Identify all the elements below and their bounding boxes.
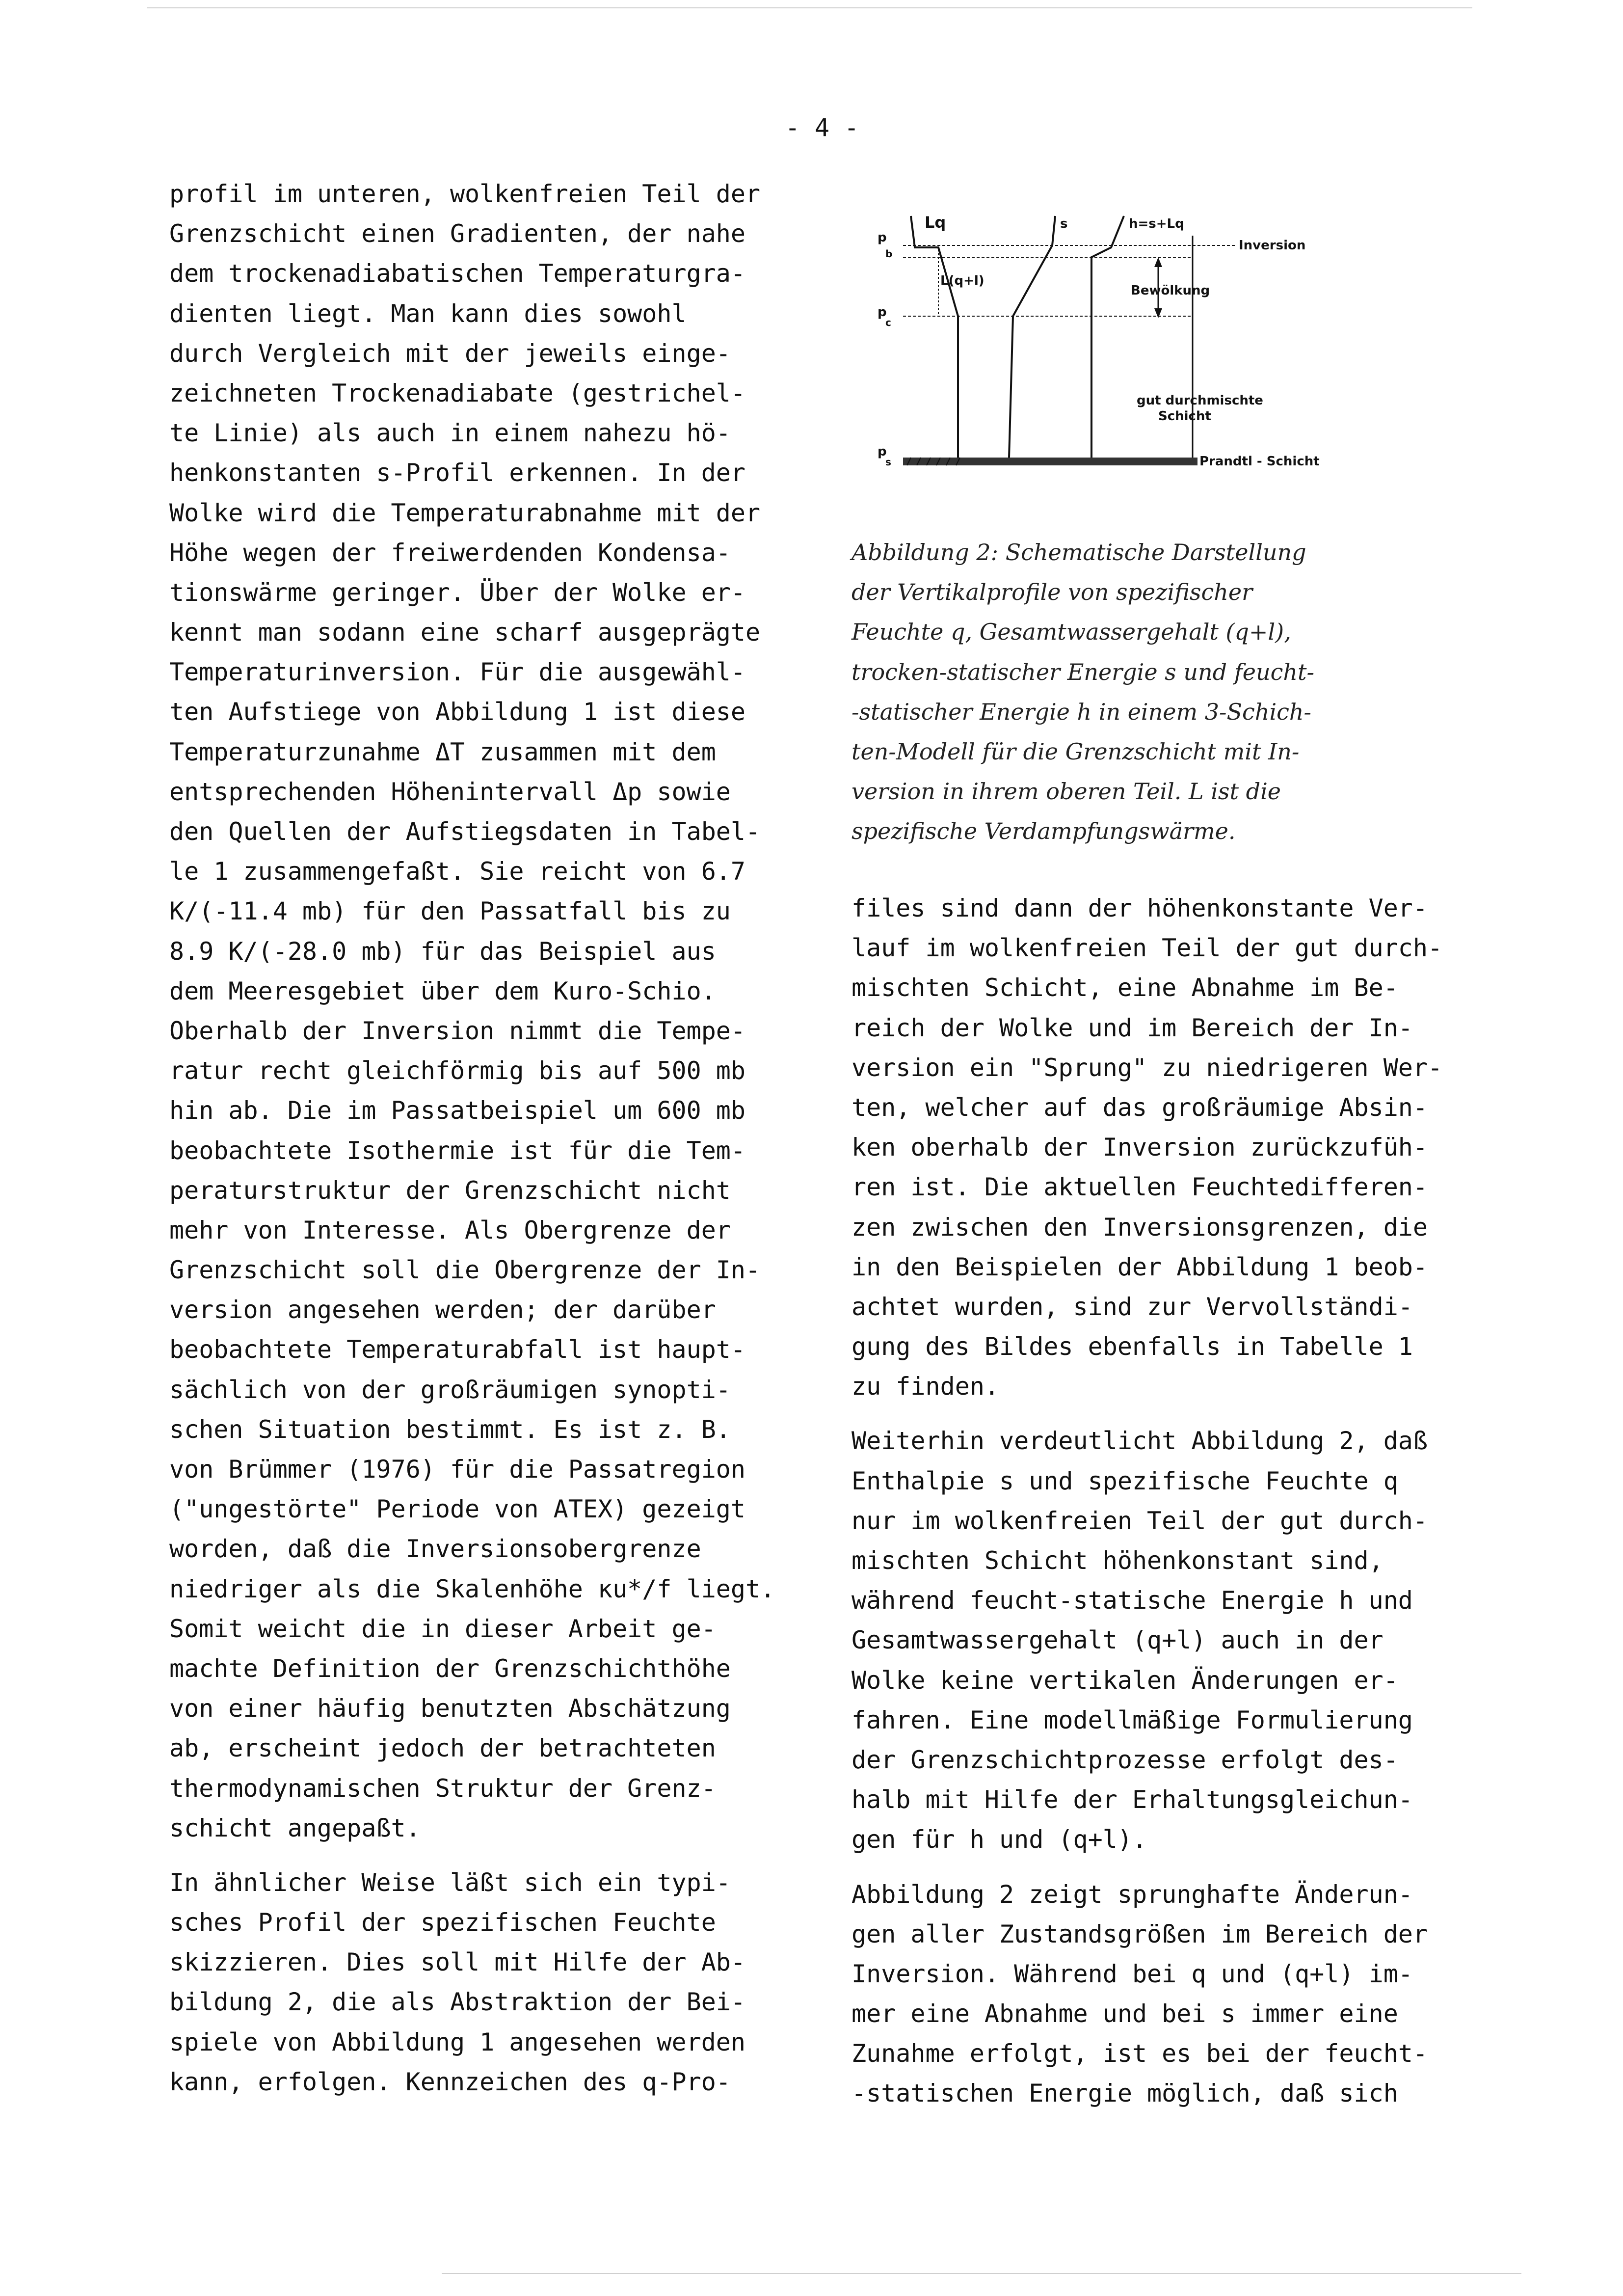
right-paragraph-3-line: -statischen Energie möglich, daß sich bbox=[851, 2079, 1398, 2108]
right-paragraph-1-line: in den Beispielen der Abbildung 1 beob- bbox=[851, 1252, 1428, 1281]
left-paragraph-1-line: beobachtete Temperaturabfall ist haupt- bbox=[169, 1335, 745, 1364]
caption-line: Abbildung 2: Schematische Darstellung bbox=[851, 539, 1306, 566]
label-pb-sub: b bbox=[885, 248, 893, 260]
left-paragraph-1-line: thermodynamischen Struktur der Grenz- bbox=[169, 1774, 716, 1803]
right-paragraph-1-line: version ein "Sprung" zu niedrigeren Wer- bbox=[851, 1053, 1443, 1082]
h-profile-line bbox=[1091, 216, 1124, 458]
right-paragraph-1-line: lauf im wolkenfreien Teil der gut durch- bbox=[851, 934, 1443, 963]
cloud-arrow-head-up bbox=[1154, 257, 1162, 267]
right-column bbox=[851, 889, 1504, 2114]
label-inversion: Inversion bbox=[1239, 238, 1306, 253]
right-paragraph-3-line: Abbildung 2 zeigt sprunghafte Änderun- bbox=[851, 1880, 1413, 1909]
label-h: h=s+Lq bbox=[1129, 216, 1184, 231]
left-paragraph-1-line: durch Vergleich mit der jeweils einge- bbox=[169, 339, 731, 368]
left-paragraph-1-line: machte Definition der Grenzschichthöhe bbox=[169, 1654, 731, 1683]
label-ps-sub: s bbox=[885, 456, 891, 468]
right-paragraph-1-line: mischten Schicht, eine Abnahme im Be- bbox=[851, 973, 1398, 1002]
left-paragraph-1-line: Temperaturinversion. Für die ausgewähl- bbox=[169, 658, 745, 687]
right-paragraph-3-line: Zunahme erfolgt, ist es bei der feucht- bbox=[851, 2039, 1428, 2068]
figure-2-diagram bbox=[864, 206, 1443, 496]
left-paragraph-2-line: kann, erfolgen. Kennzeichen des q-Pro- bbox=[169, 2067, 731, 2096]
left-paragraph-1-line: Wolke wird die Temperaturabnahme mit der bbox=[169, 498, 761, 527]
left-paragraph-1-line: mehr von Interesse. Als Obergrenze der bbox=[169, 1216, 731, 1244]
left-paragraph-1-line: henkonstanten s-Profil erkennen. In der bbox=[169, 459, 745, 487]
left-paragraph-2-line: spiele von Abbildung 1 angesehen werden bbox=[169, 2027, 745, 2056]
caption-line: ten-Modell für die Grenzschicht mit In- bbox=[851, 738, 1300, 765]
caption-line: Feuchte q, Gesamtwassergehalt (q+l), bbox=[851, 619, 1291, 646]
right-paragraph-2-line: der Grenzschichtprozesse erfolgt des- bbox=[851, 1745, 1398, 1774]
s-profile-line bbox=[1009, 216, 1055, 458]
left-paragraph-1-line: sächlich von der großräumigen synopti- bbox=[169, 1375, 731, 1404]
left-paragraph-1-line: tionswärme geringer. Über der Wolke er- bbox=[169, 578, 745, 607]
left-paragraph-1-line: ("ungestörte" Periode von ATEX) gezeigt bbox=[169, 1495, 745, 1524]
left-paragraph-1-line: von einer häufig benutzten Abschätzung bbox=[169, 1694, 731, 1723]
scan-edge-top bbox=[147, 7, 1472, 8]
left-paragraph-1-line: Somit weicht die in dieser Arbeit ge- bbox=[169, 1614, 716, 1643]
caption-line: spezifische Verdampfungswärme. bbox=[851, 818, 1236, 845]
right-paragraph-1-line: reich der Wolke und im Bereich der In- bbox=[851, 1013, 1413, 1042]
label-bewoelkung: Bewölkung bbox=[1131, 283, 1210, 298]
label-lq: Lq bbox=[925, 213, 946, 232]
label-s: s bbox=[1060, 216, 1068, 231]
right-paragraph-1-line: achtet wurden, sind zur Vervollständi- bbox=[851, 1292, 1413, 1321]
caption-line: trocken-statischer Energie s und feucht- bbox=[851, 658, 1314, 685]
label-lql: L(q+l) bbox=[940, 273, 984, 288]
left-paragraph-1-line: Grenzschicht soll die Obergrenze der In- bbox=[169, 1256, 761, 1285]
right-paragraph-3-line: mer eine Abnahme und bei s immer eine bbox=[851, 1999, 1398, 2028]
left-paragraph-1-line: entsprechenden Höhenintervall Δp sowie bbox=[169, 777, 731, 806]
right-paragraph-2-line: mischten Schicht höhenkonstant sind, bbox=[851, 1546, 1384, 1575]
lq-profile-line bbox=[911, 216, 958, 458]
right-paragraph-1-line: ten, welcher auf das großräumige Absin- bbox=[851, 1093, 1428, 1122]
right-paragraph-3-line: Inversion. Während bei q und (q+l) im- bbox=[851, 1959, 1413, 1988]
left-paragraph-1-line: hin ab. Die im Passatbeispiel um 600 mb bbox=[169, 1096, 745, 1125]
caption-line: der Vertikalprofile von spezifischer bbox=[851, 579, 1253, 606]
right-paragraph-2-line: während feucht-statische Energie h und bbox=[851, 1586, 1413, 1615]
left-paragraph-1-line: profil im unteren, wolkenfreien Teil der bbox=[169, 180, 761, 208]
label-pb: p bbox=[878, 230, 887, 245]
left-paragraph-1-line: Grenzschicht einen Gradienten, der nahe bbox=[169, 219, 745, 248]
left-paragraph-1-line: le 1 zusammengefaßt. Sie reicht von 6.7 bbox=[169, 857, 745, 886]
left-paragraph-1-line: ten Aufstiege von Abbildung 1 ist diese bbox=[169, 698, 745, 727]
right-paragraph-3-line: gen aller Zustandsgrößen im Bereich der bbox=[851, 1919, 1428, 1948]
caption-line: version in ihrem oberen Teil. L ist die bbox=[851, 778, 1281, 805]
left-paragraph-1-line: K/(-11.4 mb) für den Passatfall bis zu bbox=[169, 897, 731, 926]
paragraph-gap bbox=[169, 1848, 822, 1863]
right-paragraph-2-line: Gesamtwassergehalt (q+l) auch in der bbox=[851, 1626, 1384, 1655]
right-paragraph-2-line: Weiterhin verdeutlicht Abbildung 2, daß bbox=[851, 1427, 1428, 1456]
paragraph-gap bbox=[851, 1860, 1504, 1875]
right-paragraph-1-line: files sind dann der höhenkonstante Ver- bbox=[851, 894, 1428, 922]
left-paragraph-1-line: version angesehen werden; der darüber bbox=[169, 1296, 716, 1324]
left-paragraph-1-line: Höhe wegen der freiwerdenden Kondensa- bbox=[169, 538, 731, 567]
left-paragraph-1-line: dem trockenadiabatischen Temperaturgra- bbox=[169, 259, 745, 288]
right-paragraph-2-line: Wolke keine vertikalen Änderungen er- bbox=[851, 1666, 1398, 1695]
right-paragraph-1-line: gung des Bildes ebenfalls in Tabelle 1 bbox=[851, 1332, 1413, 1361]
label-pc-sub: c bbox=[885, 317, 891, 328]
left-paragraph-1-line: beobachtete Isothermie ist für die Tem- bbox=[169, 1136, 745, 1165]
label-mixed-layer-2: Schicht bbox=[1158, 409, 1211, 424]
label-mixed-layer-1: gut durchmischte bbox=[1137, 393, 1263, 408]
left-paragraph-1-line: worden, daß die Inversionsobergrenze bbox=[169, 1535, 701, 1564]
paragraph-gap bbox=[851, 1406, 1504, 1421]
page-number: - 4 - bbox=[785, 113, 859, 142]
left-paragraph-2-line: sches Profil der spezifischen Feuchte bbox=[169, 1908, 716, 1937]
left-paragraph-1-line: dienten liegt. Man kann dies sowohl bbox=[169, 299, 687, 328]
right-paragraph-1-line: ken oberhalb der Inversion zurückzufüh- bbox=[851, 1133, 1428, 1162]
right-paragraph-1-line: ren ist. Die aktuellen Feuchtedifferen- bbox=[851, 1173, 1428, 1202]
left-paragraph-1-line: 8.9 K/(-28.0 mb) für das Beispiel aus bbox=[169, 937, 716, 966]
left-paragraph-1-line: zeichneten Trockenadiabate (gestrichel- bbox=[169, 378, 745, 407]
left-paragraph-1-line: von Brümmer (1976) für die Passatregion bbox=[169, 1455, 745, 1484]
right-paragraph-1-line: zen zwischen den Inversionsgrenzen, die bbox=[851, 1213, 1428, 1242]
left-paragraph-1-line: ratur recht gleichförmig bis auf 500 mb bbox=[169, 1056, 745, 1085]
left-paragraph-1-line: dem Meeresgebiet über dem Kuro-Schio. bbox=[169, 976, 716, 1005]
left-paragraph-1-line: Temperaturzunahme ΔT zusammen mit dem bbox=[169, 737, 716, 766]
scan-edge-bottom bbox=[442, 2273, 1521, 2274]
right-paragraph-2-line: fahren. Eine modellmäßige Formulierung bbox=[851, 1705, 1413, 1734]
left-paragraph-1-line: ab, erscheint jedoch der betrachteten bbox=[169, 1734, 716, 1763]
caption-line: -statischer Energie h in einem 3-Schich- bbox=[851, 698, 1312, 725]
figure-caption bbox=[851, 533, 1504, 852]
label-prandtl: Prandtl - Schicht bbox=[1199, 454, 1320, 469]
left-paragraph-2-line: bildung 2, die als Abstraktion der Bei- bbox=[169, 1988, 745, 2017]
left-paragraph-1-line: peraturstruktur der Grenzschicht nicht bbox=[169, 1176, 731, 1205]
left-paragraph-1-line: schicht angepaßt. bbox=[169, 1813, 421, 1842]
label-pc: p bbox=[878, 305, 887, 320]
left-paragraph-1-line: kennt man sodann eine scharf ausgeprägte bbox=[169, 618, 761, 647]
left-paragraph-1-line: Oberhalb der Inversion nimmt die Tempe- bbox=[169, 1016, 745, 1045]
left-paragraph-1-line: den Quellen der Aufstiegsdaten in Tabel- bbox=[169, 817, 761, 846]
left-paragraph-1-line: te Linie) als auch in einem nahezu hö- bbox=[169, 419, 731, 448]
left-column bbox=[169, 174, 822, 2102]
right-paragraph-2-line: halb mit Hilfe der Erhaltungsgleichun- bbox=[851, 1785, 1413, 1814]
left-paragraph-1-line: schen Situation bestimmt. Es ist z. B. bbox=[169, 1415, 731, 1444]
right-paragraph-2-line: Enthalpie s und spezifische Feuchte q bbox=[851, 1466, 1398, 1495]
right-paragraph-2-line: gen für h und (q+l). bbox=[851, 1825, 1147, 1854]
right-paragraph-1-line: zu finden. bbox=[851, 1372, 1000, 1401]
right-paragraph-2-line: nur im wolkenfreien Teil der gut durch- bbox=[851, 1506, 1428, 1535]
label-ps: p bbox=[878, 444, 887, 459]
left-paragraph-1-line: niedriger als die Skalenhöhe κu*/f liegt. bbox=[169, 1574, 775, 1603]
profile-diagram-svg bbox=[864, 206, 1443, 496]
left-paragraph-2-line: skizzieren. Dies soll mit Hilfe der Ab- bbox=[169, 1948, 745, 1977]
left-paragraph-2-line: In ähnlicher Weise läßt sich ein typi- bbox=[169, 1868, 731, 1897]
